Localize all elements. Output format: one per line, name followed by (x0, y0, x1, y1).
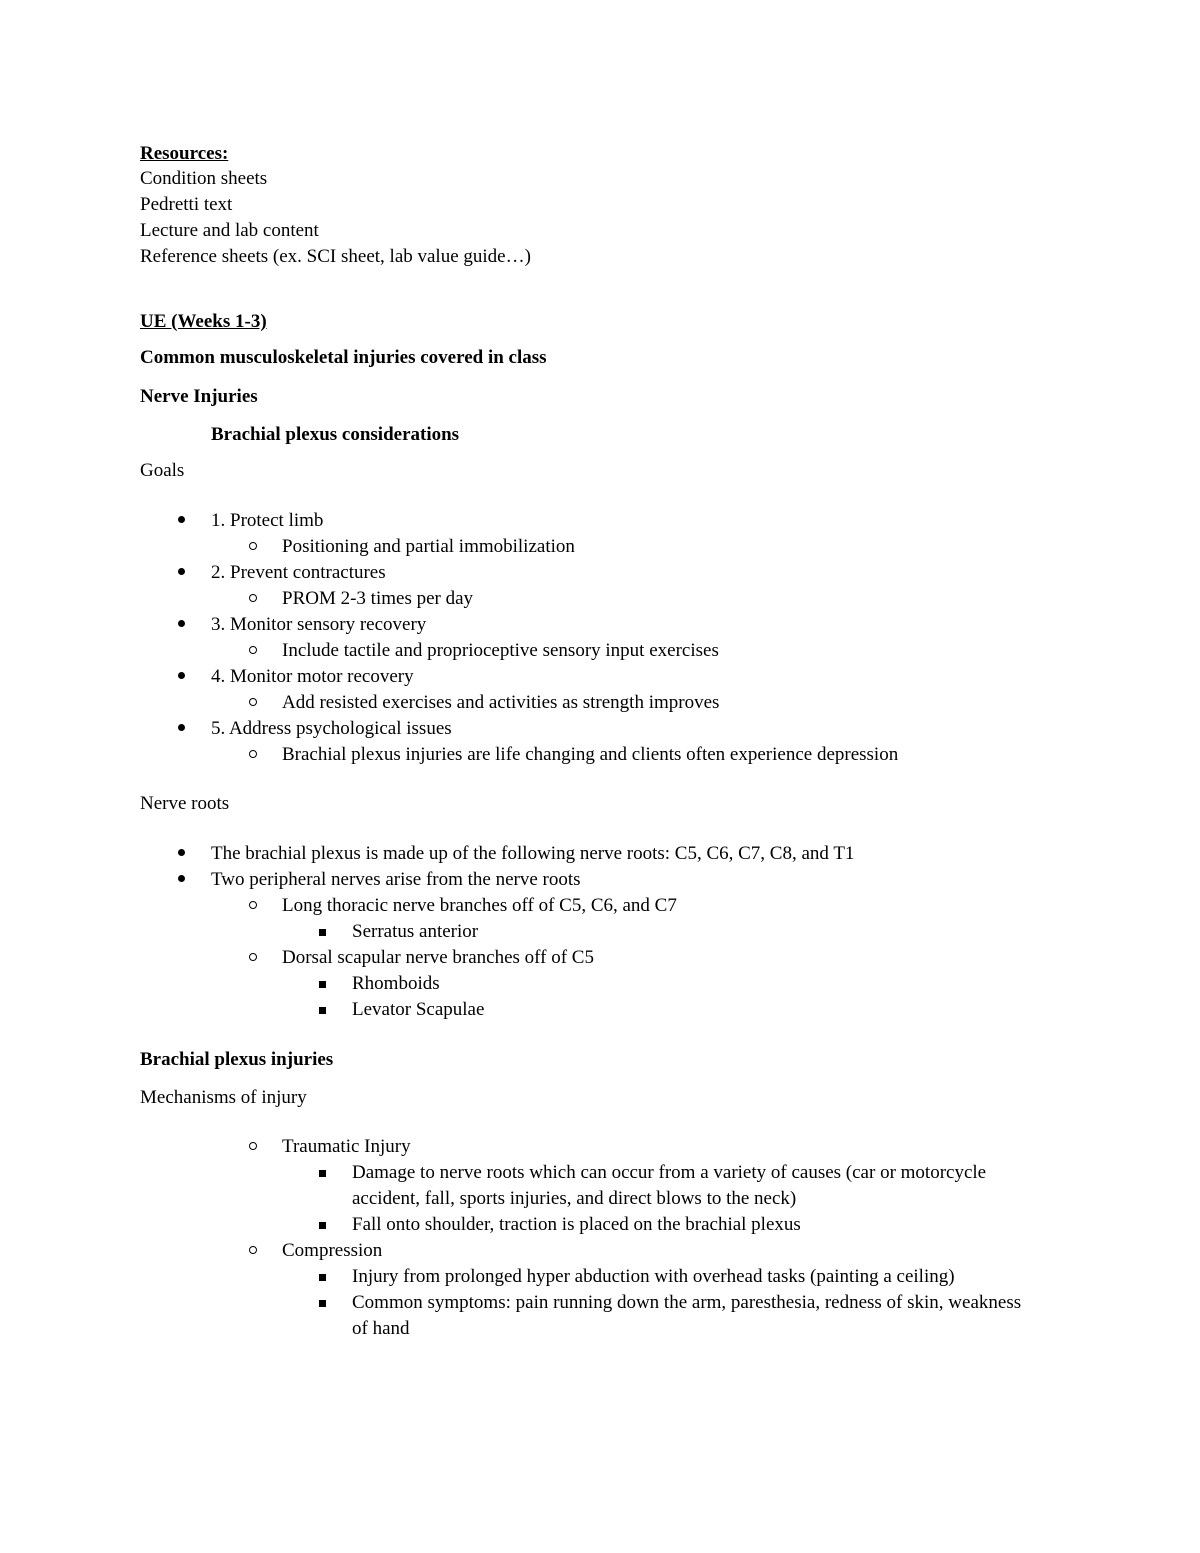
resource-item: Reference sheets (ex. SCI sheet, lab value guide…) (140, 246, 531, 267)
bullet-dot (178, 724, 185, 731)
bullet-square (319, 1007, 326, 1014)
bullet-square (319, 1300, 326, 1307)
bullet-dot (178, 875, 185, 882)
bp-injuries-heading: Brachial plexus injuries (140, 1049, 334, 1070)
mechanism-subitem: Injury from prolonged hyper abduction with overhead tasks (painting a ceiling) (352, 1266, 955, 1287)
mechanism-subitem: Damage to nerve roots which can occur from a variety of causes (car or motorcycle (352, 1162, 987, 1183)
goal-item: 2. Prevent contractures (211, 562, 386, 583)
bullet-ring (249, 646, 257, 654)
bullet-ring (249, 594, 257, 602)
brachial-considerations-heading: Brachial plexus considerations (211, 424, 460, 445)
bullet-square (319, 981, 326, 988)
mechanisms-label: Mechanisms of injury (140, 1087, 307, 1108)
bullet-ring (249, 901, 257, 909)
nerve-roots-subsubitem: Serratus anterior (352, 921, 479, 942)
goal-item: 3. Monitor sensory recovery (211, 614, 427, 635)
goals-label: Goals (140, 460, 185, 481)
nerve-roots-subitem: Dorsal scapular nerve branches off of C5 (282, 947, 594, 968)
mechanism-item: Traumatic Injury (282, 1136, 411, 1157)
nerve-roots-subsubitem: Rhomboids (352, 973, 440, 994)
bullet-ring (249, 1142, 257, 1150)
bullet-square (319, 1274, 326, 1281)
nerve-injuries-heading: Nerve Injuries (140, 386, 258, 407)
resources-heading: Resources: (140, 143, 229, 164)
bullet-square (319, 1170, 326, 1177)
bullet-dot (178, 568, 185, 575)
section-subheading: Common musculoskeletal injuries covered in class (140, 347, 547, 368)
mechanism-subitem-continued: accident, fall, sports injuries, and direct blows to the neck) (352, 1188, 797, 1209)
resource-item: Pedretti text (140, 194, 233, 215)
bullet-ring (249, 750, 257, 758)
nerve-roots-subitem: Long thoracic nerve branches off of C5, C6, and C7 (282, 895, 677, 916)
bullet-square (319, 1222, 326, 1229)
goal-subitem: Include tactile and proprioceptive sensory input exercises (282, 640, 719, 661)
goal-item: 5. Address psychological issues (211, 718, 452, 739)
nerve-roots-item: Two peripheral nerves arise from the nerve roots (211, 869, 581, 890)
bullet-ring (249, 542, 257, 550)
nerve-roots-item: The brachial plexus is made up of the following nerve roots: C5, C6, C7, C8, and T1 (211, 843, 855, 864)
mechanism-subitem: Common symptoms: pain running down the arm, paresthesia, redness of skin, weakness (352, 1292, 1022, 1313)
bullet-square (319, 929, 326, 936)
bullet-dot (178, 672, 185, 679)
resource-item: Lecture and lab content (140, 220, 319, 241)
bullet-dot (178, 516, 185, 523)
goal-subitem: Positioning and partial immobilization (282, 536, 575, 557)
goal-subitem: Brachial plexus injuries are life changing and clients often experience depression (282, 744, 899, 765)
nerve-roots-subsubitem: Levator Scapulae (352, 999, 485, 1020)
goal-item: 4. Monitor motor recovery (211, 666, 414, 687)
goal-item: 1. Protect limb (211, 510, 324, 531)
resource-item: Condition sheets (140, 168, 268, 189)
mechanism-item: Compression (282, 1240, 383, 1261)
bullet-ring (249, 953, 257, 961)
bullet-ring (249, 1246, 257, 1254)
goal-subitem: Add resisted exercises and activities as strength improves (282, 692, 720, 713)
nerve-roots-label: Nerve roots (140, 793, 230, 814)
mechanism-subitem-continued: of hand (352, 1318, 410, 1339)
bullet-dot (178, 849, 185, 856)
bullet-ring (249, 698, 257, 706)
ue-heading: UE (Weeks 1-3) (140, 311, 267, 332)
mechanism-subitem: Fall onto shoulder, traction is placed on the brachial plexus (352, 1214, 801, 1235)
bullet-dot (178, 620, 185, 627)
goal-subitem: PROM 2-3 times per day (282, 588, 474, 609)
